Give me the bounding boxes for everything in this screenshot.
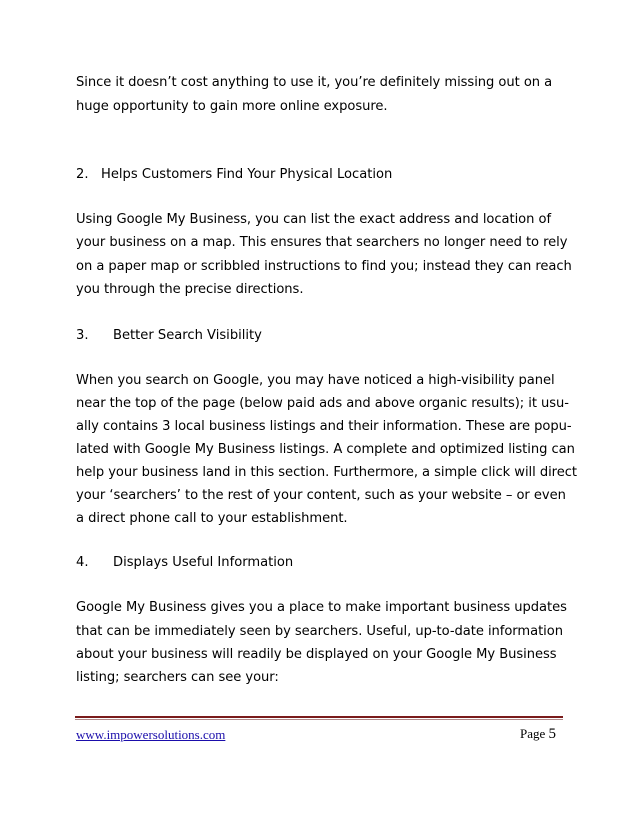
intro-line-1: Since it doesn’t cost anything to use it, you’re definitely missing out on a (76, 75, 553, 90)
footer-rule-thin (75, 719, 563, 720)
section-3-line-7: a direct phone call to your establishment. (76, 511, 348, 526)
footer-website-link[interactable]: www.impowersolutions.com (76, 727, 226, 742)
section-2-line-2: your business on a map. This ensures that searchers no longer need to rely (76, 235, 568, 250)
section-3-line-2: near the top of the page (below paid ads and above organic results); it usu- (76, 396, 569, 411)
section-2-line-1: Using Google My Business, you can list the exact address and location of (76, 212, 552, 227)
footer-page-indicator (520, 726, 556, 742)
section-4-line-4: listing; searchers can see your: (76, 670, 279, 685)
page-label: Page (520, 726, 546, 741)
section-3-line-5: help your business land in this section. Furthermore, a simple click will direct (76, 465, 577, 480)
section-2-line-4: you through the precise directions. (76, 282, 304, 297)
section-3-line-6: your ‘searchers’ to the rest of your content, such as your website – or even (76, 488, 566, 503)
section-4-number: 4. (76, 555, 89, 570)
intro-line-2: huge opportunity to gain more online exposure. (76, 99, 388, 114)
section-3-heading: Better Search Visibility (113, 328, 262, 343)
section-4-heading: Displays Useful Information (113, 555, 294, 570)
section-4-line-1: Google My Business gives you a place to make important business updates (76, 600, 567, 615)
section-3-line-3: ally contains 3 local business listings and their information. These are popu- (76, 419, 572, 434)
section-2-line-3: on a paper map or scribbled instructions to find you; instead they can reach (76, 259, 572, 274)
section-2-heading: Helps Customers Find Your Physical Location (101, 167, 393, 182)
section-3-line-4: lated with Google My Business listings. A complete and optimized listing can (76, 442, 575, 457)
section-2-number: 2. (76, 167, 89, 182)
section-4-line-3: about your business will readily be displayed on your Google My Business (76, 647, 557, 662)
page-number: 5 (548, 726, 557, 742)
section-3-number: 3. (76, 328, 89, 343)
footer-rule (75, 716, 563, 718)
section-4-line-2: that can be immediately seen by searchers. Useful, up-to-date information (76, 624, 563, 639)
section-3-line-1: When you search on Google, you may have noticed a high-visibility panel (76, 373, 555, 388)
